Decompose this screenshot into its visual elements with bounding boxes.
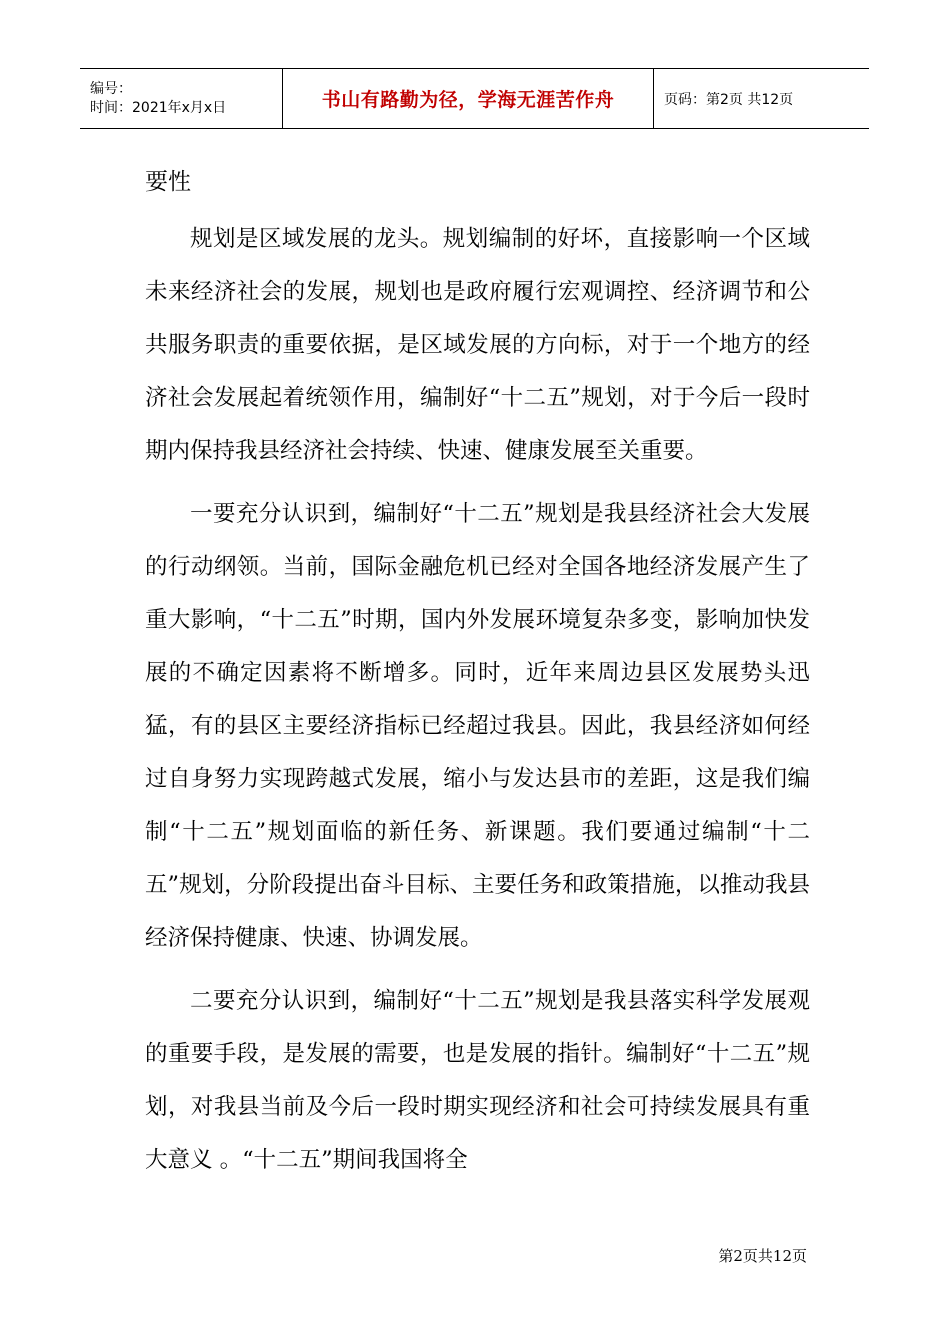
serial-number-label: 编号： — [90, 80, 132, 97]
document-body — [145, 157, 810, 1197]
header-page-cell — [654, 69, 869, 128]
paragraph: 规划是区域发展的龙头。规划编制的好坏，直接影响一个区域未来经济社会的发展，规划也是政府履行宏观调控、经济调节和公共服务职责的重要依据，是区域发展的方向标，对于一个地方的经济社会发展起着统领作用，编制好“十二五”规划，对于今后一段时期内保持我县经济社会持续、快速、健康发展至关重要。 — [145, 226, 810, 464]
header-motto-cell — [282, 69, 654, 128]
motto-text: 书山有路勤为径，学海无涯苦作舟 — [321, 89, 615, 111]
date-label: 时间：2021年x月x日 — [90, 99, 227, 116]
document-header — [80, 68, 869, 129]
paragraph: 一要充分认识到，编制好“十二五”规划是我县经济社会大发展的行动纲领。当前，国际金融危机已经对全国各地经济发展产生了重大影响，“十二五”时期，国内外发展环境复杂多变，影响加快发展的不确定因素将不断增多。同时，近年来周边县区发展势头迅猛，有的县区主要经济指标已经超过我县。因此，我县经济如何经过自身努力实现跨越式发展，缩小与发达县市的差距，这是我们编制“十二五”规划面临的新任务、新课题。我们要通过编制“十二五”规划，分阶段提出奋斗目标、主要任务和政策措施，以推动我县经济保持健康、快速、协调发展。 — [145, 501, 810, 951]
page-number-label: 页码：第2页 共12页 — [664, 91, 794, 108]
page-footer: 第2页共12页 — [718, 1247, 807, 1265]
section-heading: 要性 — [145, 169, 191, 195]
paragraph: 二要充分认识到，编制好“十二五”规划是我县落实科学发展观的重要手段，是发展的需要，也是发展的指针。编制好“十二五”规划，对我县当前及今后一段时期实现经济和社会可持续发展具有重大意义 。“十二五”期间我国将全 — [145, 988, 810, 1173]
header-meta-cell — [80, 69, 282, 128]
